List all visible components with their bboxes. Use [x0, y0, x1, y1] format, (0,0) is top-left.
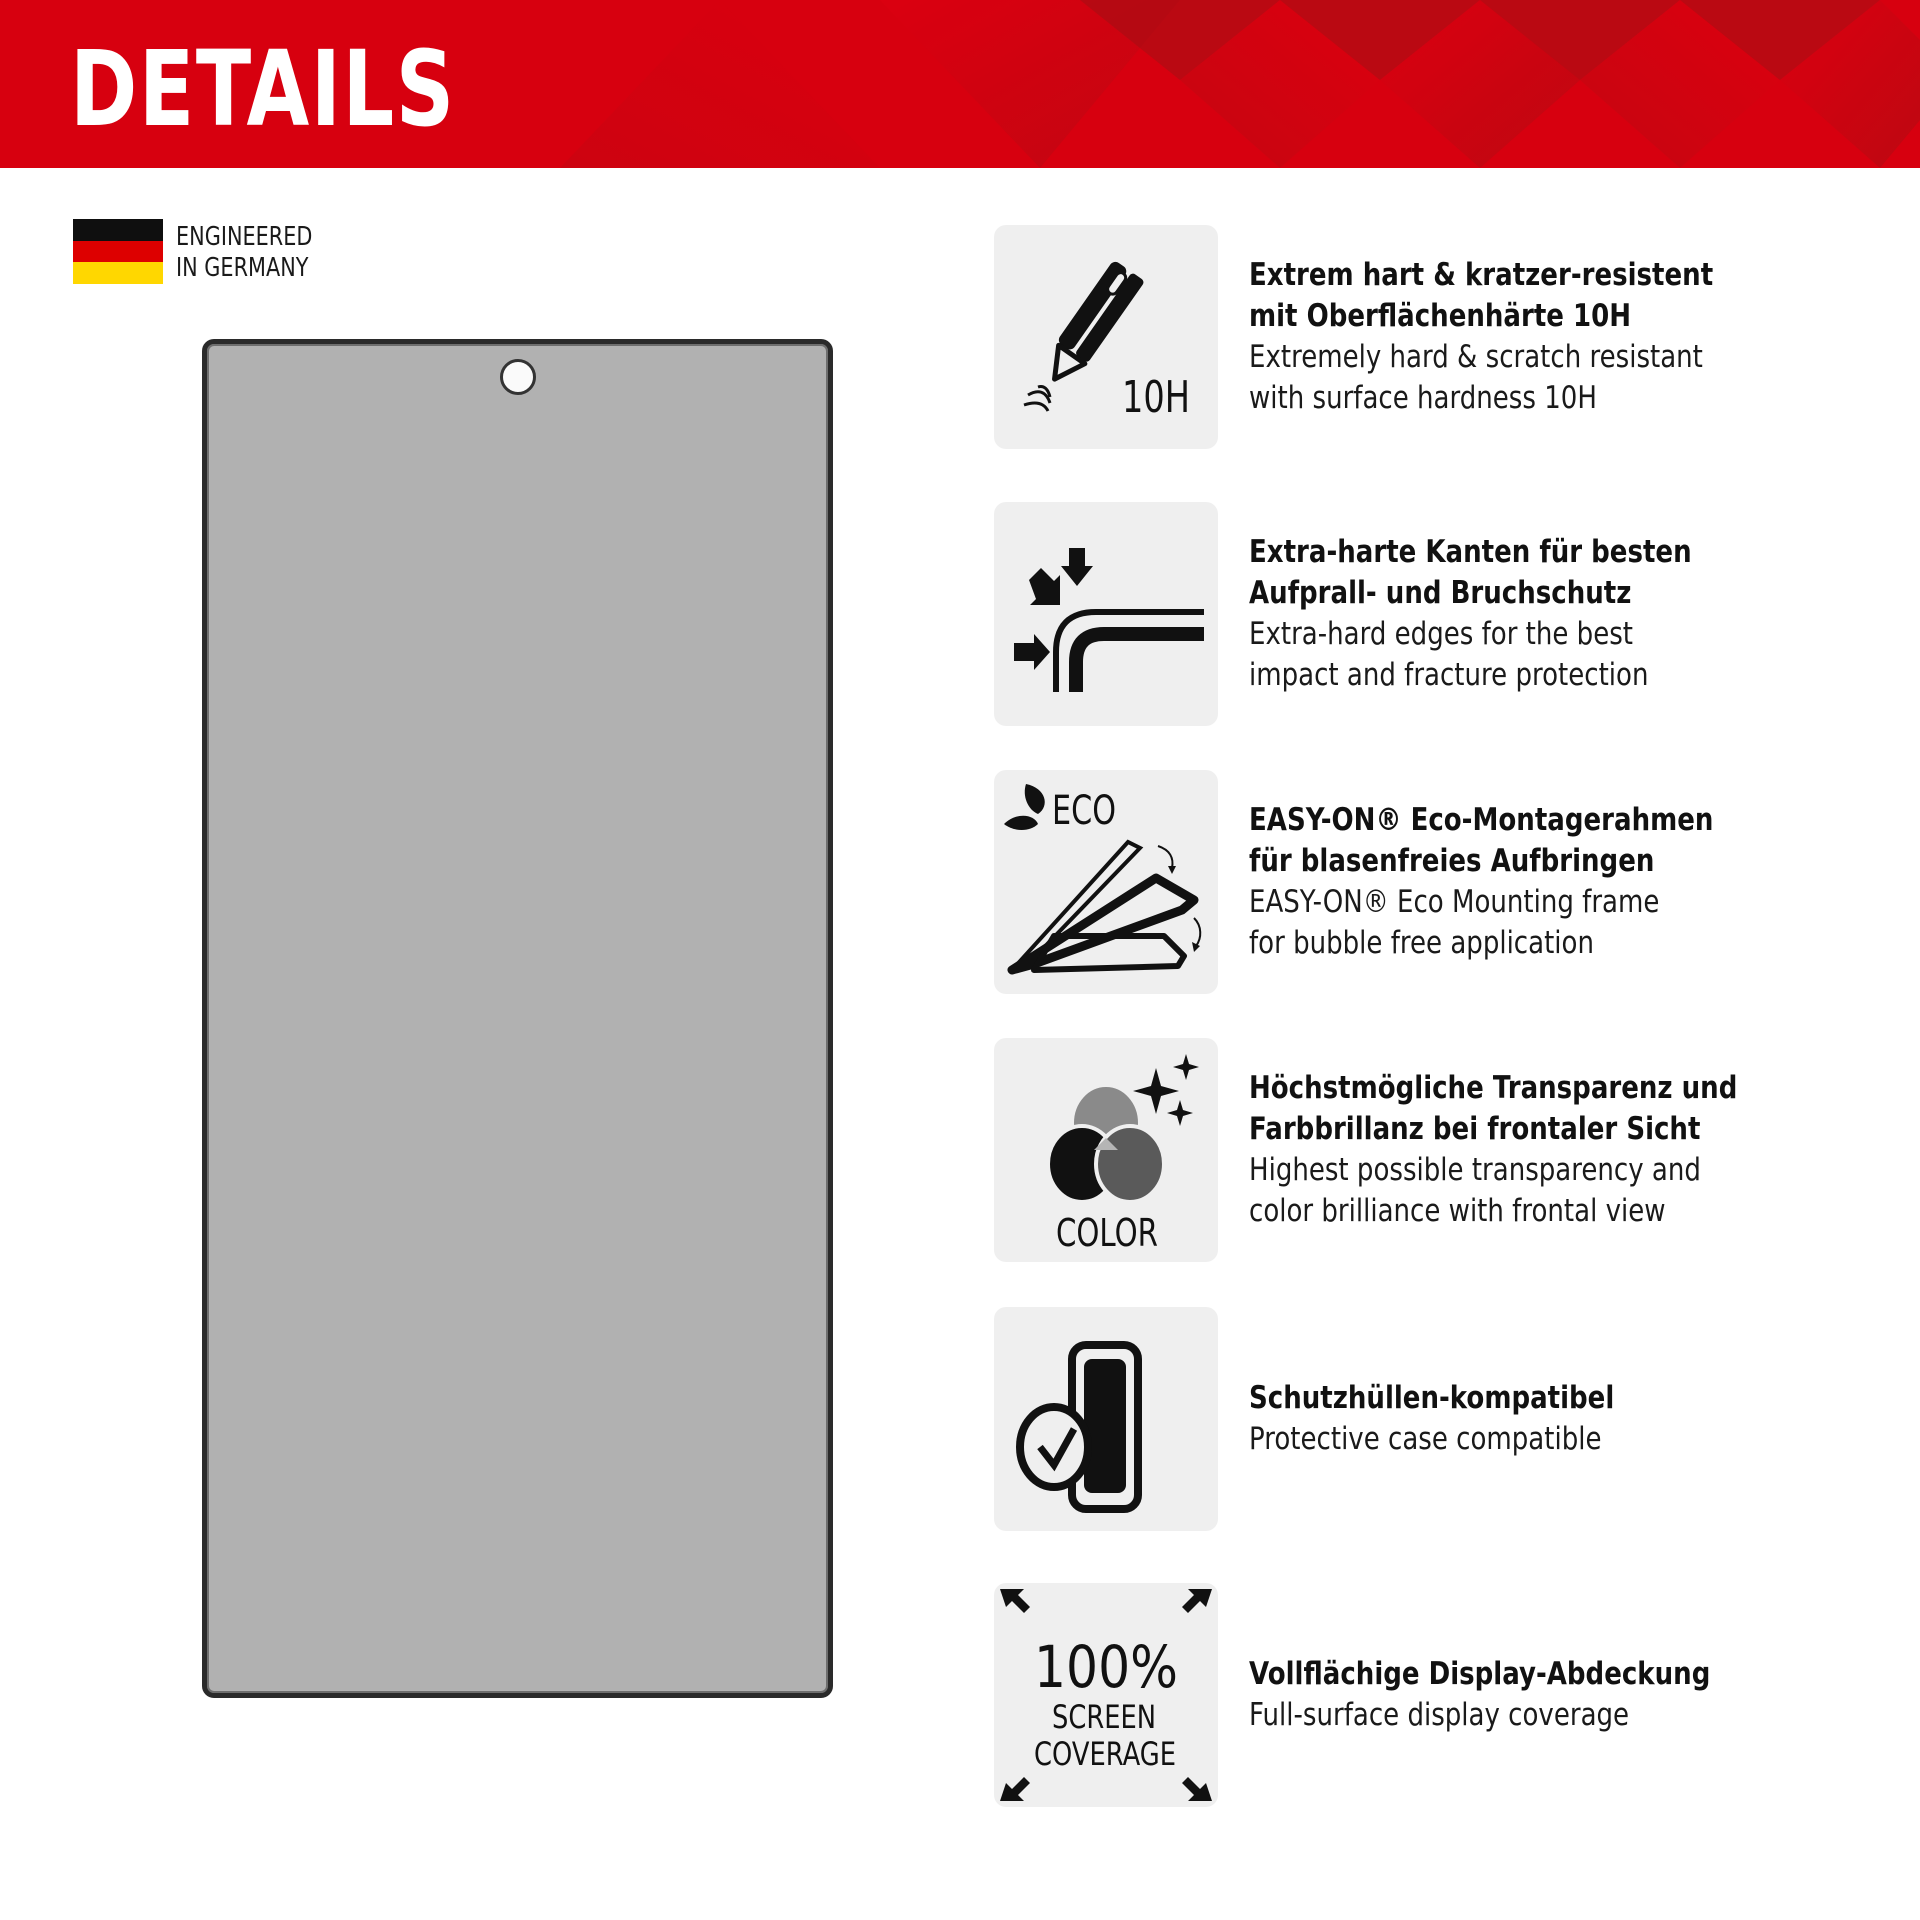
feature-title-de: EASY-ON® Eco-Montagerahmen — [1249, 802, 1714, 838]
icon-label-coverage: COVERAGE — [1034, 1735, 1176, 1773]
feature-edges — [994, 502, 1894, 726]
feature-title-de: Extra-harte Kanten für besten — [1249, 534, 1692, 570]
feature-title-de: mit Oberflächenhärte 10H — [1249, 298, 1632, 334]
feature-text-en: Extra-hard edges for the best — [1249, 616, 1634, 652]
feature-title-de: für blasenfreies Aufbringen — [1249, 843, 1655, 879]
feature-text — [1249, 502, 1692, 726]
feature-text-en: for bubble free application — [1249, 925, 1594, 961]
phone-screen-illustration — [202, 339, 833, 1698]
feature-text-en: Extremely hard & scratch resistant — [1249, 339, 1703, 375]
feature-text-en: Full-surface display coverage — [1249, 1697, 1630, 1733]
page-title: DETAILS — [70, 28, 456, 150]
feature-title-de: Schutzhüllen-kompatibel — [1249, 1380, 1615, 1416]
feature-hardness — [994, 225, 1894, 449]
badge-line-1: ENGINEERED — [176, 222, 313, 252]
feature-text-en: Protective case compatible — [1249, 1421, 1602, 1457]
feature-title-de: Extrem hart & kratzer-resistent — [1249, 257, 1714, 293]
case-compatible-check-icon — [994, 1307, 1218, 1531]
eco-mounting-frame-icon — [994, 770, 1218, 994]
feature-case-compatible — [994, 1307, 1894, 1531]
utility-knife-10h-icon — [994, 225, 1218, 449]
icon-label-10h: 10H — [1122, 372, 1190, 423]
full-screen-coverage-icon — [994, 1583, 1218, 1807]
feature-text-en: impact and fracture protection — [1249, 657, 1649, 693]
feature-text-en: color brilliance with frontal view — [1249, 1193, 1666, 1229]
feature-title-de: Farbbrillanz bei frontaler Sicht — [1249, 1111, 1701, 1147]
feature-text — [1249, 1307, 1614, 1531]
badge-text — [176, 222, 312, 284]
icon-label-color: COLOR — [1056, 1211, 1158, 1255]
feature-full-coverage — [994, 1583, 1894, 1807]
feature-text-en: Highest possible transparency and — [1249, 1152, 1701, 1188]
icon-label-screen: SCREEN — [1052, 1698, 1156, 1736]
feature-text-en: with surface hardness 10H — [1249, 380, 1597, 416]
camera-cutout-icon — [500, 359, 536, 395]
icon-label-100-percent: 100% — [1034, 1633, 1178, 1701]
germany-flag-icon — [73, 219, 163, 284]
feature-title-de: Höchstmögliche Transparenz und — [1249, 1070, 1738, 1106]
engineered-in-germany-badge — [73, 219, 347, 285]
feature-text — [1249, 770, 1713, 994]
feature-text — [1249, 1583, 1710, 1807]
impact-edges-arrows-icon — [994, 502, 1218, 726]
color-circles-sparkle-icon — [994, 1038, 1218, 1262]
feature-text — [1249, 225, 1713, 449]
header-banner — [0, 0, 1920, 168]
feature-color — [994, 1038, 1894, 1262]
feature-text — [1249, 1038, 1737, 1262]
icon-label-eco: ECO — [1052, 788, 1116, 834]
feature-text-en: EASY-ON® Eco Mounting frame — [1249, 884, 1660, 920]
feature-title-de: Vollflächige Display-Abdeckung — [1249, 1656, 1711, 1692]
feature-title-de: Aufprall- und Bruchschutz — [1249, 575, 1632, 611]
badge-line-2: IN GERMANY — [176, 253, 309, 283]
feature-eco-frame — [994, 770, 1894, 994]
